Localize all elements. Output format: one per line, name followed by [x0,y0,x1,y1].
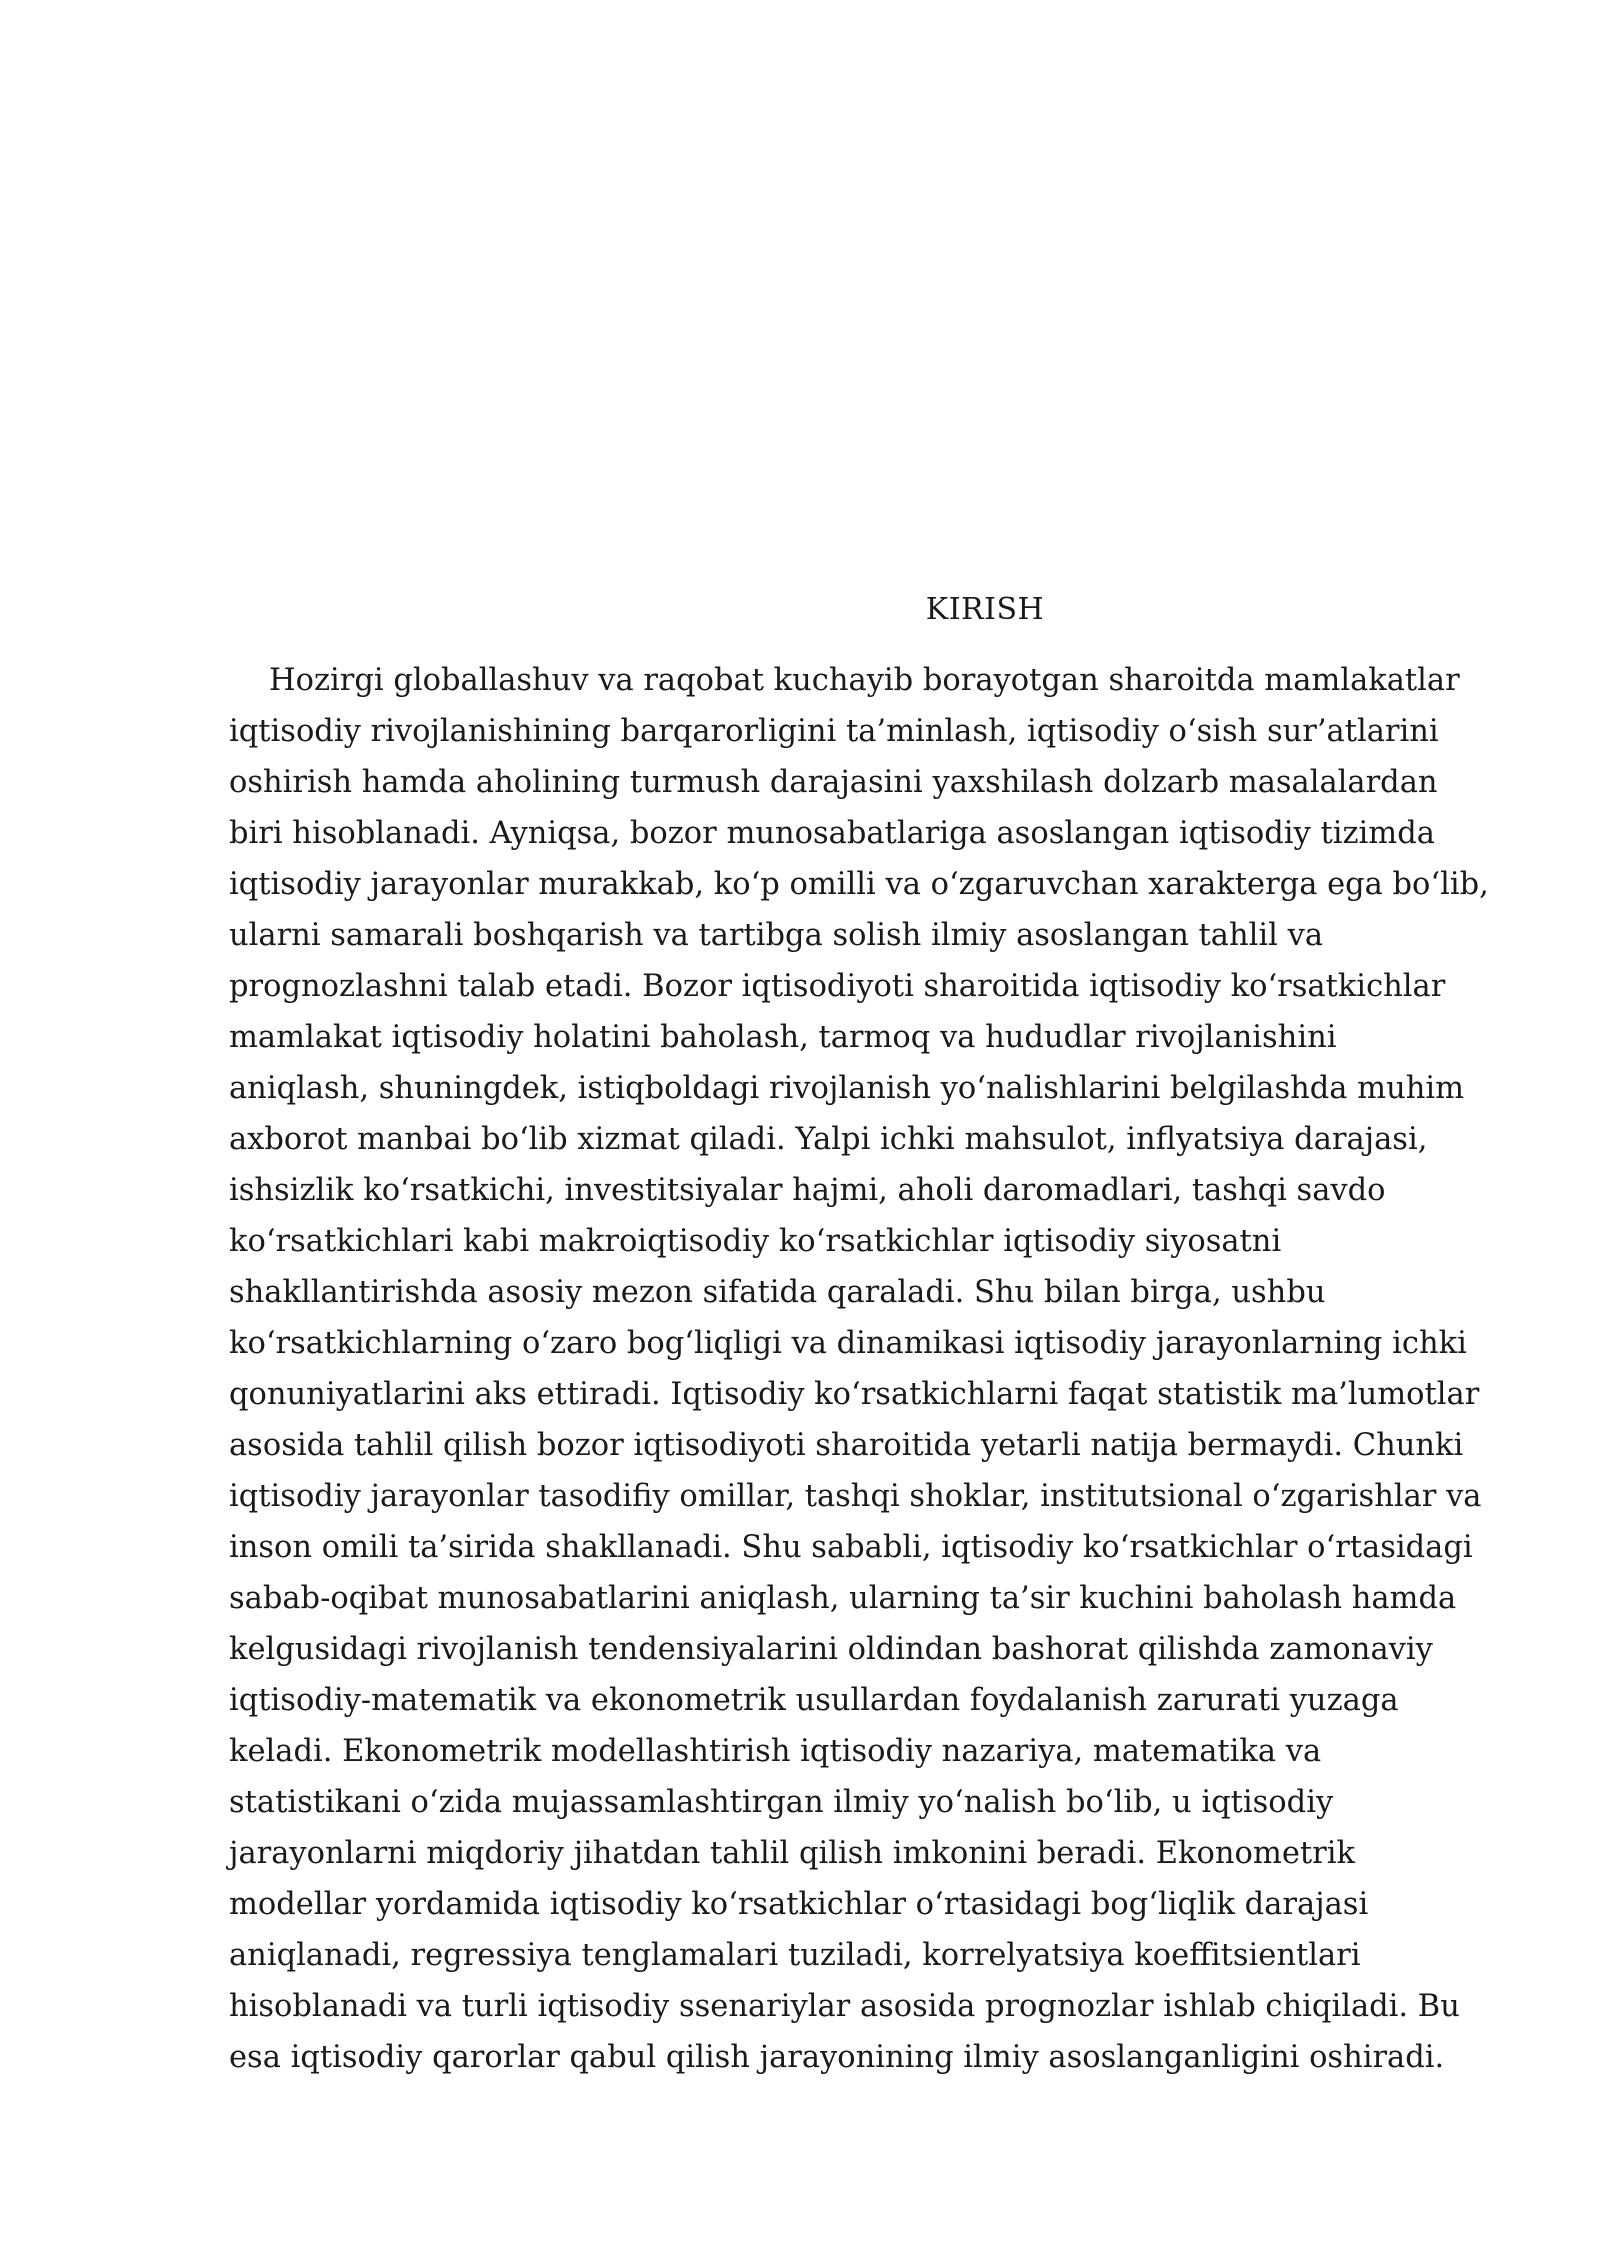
paragraph-line: ularni samarali boshqarish va tartibga solish ilmiy asoslangan tahlil va [229,918,1324,953]
paragraph-line: modellar yordamida iqtisodiy ko‘rsatkichlar o‘rtasidagi bog‘liqlik darajasi [229,1887,1369,1922]
paragraph-line: iqtisodiy jarayonlar murakkab, ko‘p omilli va o‘zgaruvchan xarakterga ega bo‘lib, [229,867,1489,902]
paragraph-line: ishsizlik ko‘rsatkichi, investitsiyalar hajmi, aholi daromadlari, tashqi savdo [229,1173,1386,1208]
paragraph-line: aniqlanadi, regressiya tenglamalari tuziladi, korrelyatsiya koeffitsientlari [229,1938,1361,1973]
paragraph-line: ko‘rsatkichlarning o‘zaro bog‘liqligi va dinamikasi iqtisodiy jarayonlarning ichki [229,1326,1467,1361]
paragraph-line: statistikani o‘zida mujassamlashtirgan ilmiy yo‘nalish bo‘lib, u iqtisodiy [229,1785,1334,1820]
paragraph-line: mamlakat iqtisodiy holatini baholash, tarmoq va hududlar rivojlanishini [229,1020,1337,1055]
paragraph-line: asosida tahlil qilish bozor iqtisodiyoti sharoitida yetarli natija bermaydi. Chunki [229,1428,1464,1463]
paragraph-line: qonuniyatlarini aks ettiradi. Iqtisodiy ko‘rsatkichlarni faqat statistik ma’lumotlar [229,1377,1480,1412]
paragraph-line: aniqlash, shuningdek, istiqboldagi rivojlanish yo‘nalishlarini belgilashda muhim [229,1071,1465,1106]
paragraph-line: sabab-oqibat munosabatlarini aniqlash, ularning ta’sir kuchini baholash hamda [229,1581,1457,1616]
section-heading: KIRISH [925,592,1045,627]
paragraph-line: hisoblanadi va turli iqtisodiy ssenariylar asosida prognozlar ishlab chiqiladi. Bu [229,1989,1460,2024]
paragraph-line: jarayonlarni miqdoriy jihatdan tahlil qilish imkonini beradi. Ekonometrik [229,1836,1355,1871]
paragraph-line: oshirish hamda aholining turmush darajasini yaxshilash dolzarb masalalardan [229,765,1438,800]
paragraph-line: keladi. Ekonometrik modellashtirish iqtisodiy nazariya, matematika va [229,1734,1322,1769]
paragraph-line: inson omili ta’sirida shakllanadi. Shu sababli, iqtisodiy ko‘rsatkichlar o‘rtasidagi [229,1530,1473,1565]
paragraph-line: axborot manbai bo‘lib xizmat qiladi. Yalpi ichki mahsulot, inflyatsiya darajasi, [229,1122,1428,1157]
paragraph-line: kelgusidagi rivojlanish tendensiyalarini oldindan bashorat qilishda zamonaviy [229,1632,1433,1667]
paragraph-line: shakllantirishda asosiy mezon sifatida qaraladi. Shu bilan birga, ushbu [229,1275,1326,1310]
paragraph-line: iqtisodiy jarayonlar tasodifiy omillar, tashqi shoklar, institutsional o‘zgarishlar va [229,1479,1482,1514]
paragraph-line: ko‘rsatkichlari kabi makroiqtisodiy ko‘rsatkichlar iqtisodiy siyosatni [229,1224,1282,1259]
body-paragraph [229,655,1489,2083]
paragraph-line: iqtisodiy rivojlanishining barqarorligini ta’minlash, iqtisodiy o‘sish sur’atlarini [229,714,1439,749]
paragraph-line: prognozlashni talab etadi. Bozor iqtisodiyoti sharoitida iqtisodiy ko‘rsatkichlar [229,969,1446,1004]
paragraph-line: iqtisodiy-matematik va ekonometrik usullardan foydalanish zarurati yuzaga [229,1683,1399,1718]
paragraph-line: Hozirgi globallashuv va raqobat kuchayib borayotgan sharoitda mamlakatlar [269,663,1460,698]
paragraph-line: esa iqtisodiy qarorlar qabul qilish jarayonining ilmiy asoslanganligini oshiradi. [229,2040,1445,2075]
paragraph-line: biri hisoblanadi. Ayniqsa, bozor munosabatlariga asoslangan iqtisodiy tizimda [229,816,1435,851]
